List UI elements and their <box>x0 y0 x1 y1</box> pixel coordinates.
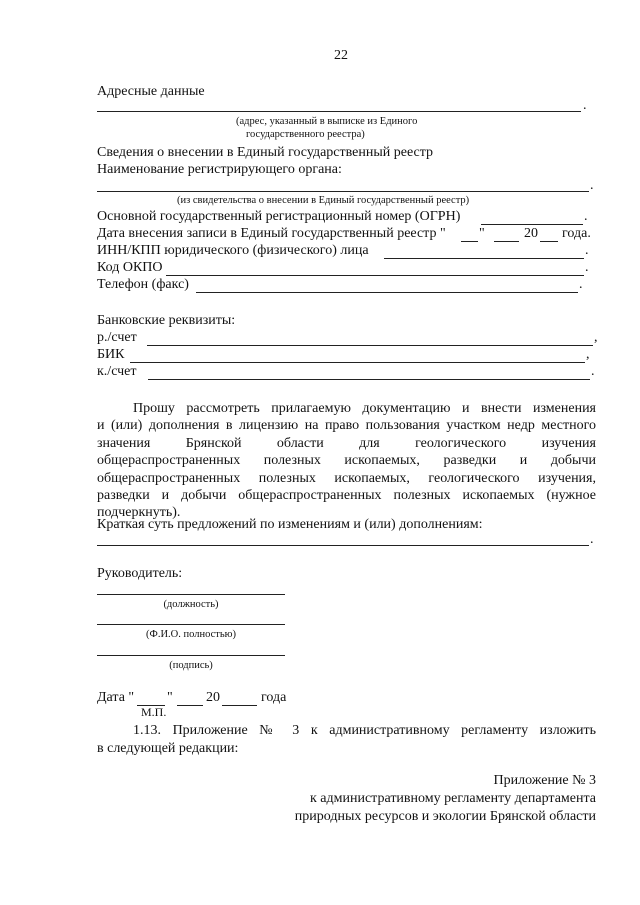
signature-date-quote: " <box>167 690 173 705</box>
request-line: и (или) дополнения в лицензию на право пользования участком недр местного <box>97 418 596 434</box>
registry-organ-label: Наименование регистрирующего органа: <box>97 162 342 177</box>
signature-date-year-word: года <box>261 690 287 705</box>
okpo-blank-line <box>166 275 584 276</box>
entry-date-quote: " <box>479 226 485 241</box>
fio-blank-line <box>97 624 285 625</box>
bank-ks-dot: . <box>591 364 595 379</box>
signature-date-month-blank <box>177 705 203 706</box>
registry-heading: Сведения о внесении в Единый государственный реестр <box>97 145 434 160</box>
bank-ks-blank-line <box>148 379 590 380</box>
inn-blank-line <box>384 258 584 259</box>
address-note-line1: (адрес, указанный в выписке из Единого <box>236 116 418 127</box>
entry-date-day-blank <box>461 241 478 242</box>
stamp-label: М.П. <box>141 705 167 719</box>
amendment-paragraph <box>97 722 596 758</box>
page-number: 22 <box>334 48 348 63</box>
entry-date-month-blank <box>494 241 519 242</box>
signature-date-label: Дата " <box>97 690 135 705</box>
entry-date-year-prefix: 20 <box>524 226 538 241</box>
amendment-line: 1.13. Приложение № 3 к административному регламенту изложить <box>133 723 596 738</box>
address-blank-line <box>97 111 581 112</box>
request-line: общераспространенных полезных ископаемых, разведки и добычи <box>97 453 596 469</box>
signature-date-year-blank <box>222 705 257 706</box>
entry-date-year-word: года. <box>562 226 591 241</box>
address-note-line2: государственного реестра) <box>246 129 365 140</box>
signature-date-year-prefix: 20 <box>206 690 220 705</box>
registry-note: (из свидетельства о внесении в Единый государственный реестр) <box>177 195 470 206</box>
request-summary-blank-line <box>97 545 589 546</box>
phone-label: Телефон (факс) <box>97 277 189 292</box>
bank-ks-label: к./счет <box>97 364 137 379</box>
amendment-line: в следующей редакции: <box>97 741 239 756</box>
request-line: разведки и добычи общераспространенных полезных ископаемых (нужное <box>97 488 596 504</box>
position-blank-line <box>97 594 285 595</box>
phone-blank-line <box>196 292 578 293</box>
request-line: подчеркнуть). <box>97 505 181 521</box>
registry-end-dot: . <box>590 178 594 193</box>
bank-rs-label: р./счет <box>97 330 137 345</box>
appendix-subtitle-line1: к административному регламенту департамента <box>309 791 596 806</box>
registry-organ-blank-line <box>97 191 589 192</box>
request-line: значения Брянской области для геологического изучения <box>97 435 596 451</box>
bank-rs-blank-line <box>147 345 593 346</box>
fio-caption: (Ф.И.О. полностью) <box>146 629 236 640</box>
request-summary-dot: . <box>590 532 594 547</box>
entry-date-year-blank <box>540 241 558 242</box>
okpo-dot: . <box>585 260 589 275</box>
request-line: общераспространенных полезных ископаемых, геологического изучения, <box>97 470 596 486</box>
signature-heading: Руководитель: <box>97 566 183 581</box>
request-summary-label: Краткая суть предложений по изменениям и (или) дополнениям: <box>97 517 483 532</box>
inn-label: ИНН/КПП юридического (физического) лица <box>97 243 369 258</box>
address-label: Адресные данные <box>97 84 205 99</box>
request-line: Прошу рассмотреть прилагаемую документацию и внести изменения <box>133 401 596 416</box>
appendix-subtitle-line2: природных ресурсов и экологии Брянской области <box>294 809 596 824</box>
entry-date-label: Дата внесения записи в Единый государственный реестр " <box>97 226 446 241</box>
ogrn-dot: . <box>584 209 588 224</box>
position-caption: (должность) <box>163 599 219 610</box>
request-paragraph <box>97 400 596 522</box>
appendix-title: Приложение № 3 <box>493 773 596 788</box>
bank-rs-comma: , <box>594 330 598 345</box>
bank-bik-label: БИК <box>97 347 125 362</box>
inn-dot: . <box>585 243 589 258</box>
address-end-dot: . <box>583 98 587 113</box>
bank-heading: Банковские реквизиты: <box>97 313 236 328</box>
bank-bik-comma: , <box>586 347 590 362</box>
ogrn-label: Основной государственный регистрационный номер (ОГРН) <box>97 209 461 224</box>
sign-blank-line <box>97 655 285 656</box>
okpo-label: Код ОКПО <box>97 260 163 275</box>
phone-dot: . <box>579 277 583 292</box>
bank-bik-blank-line <box>130 362 585 363</box>
sign-caption: (подпись) <box>169 660 213 671</box>
